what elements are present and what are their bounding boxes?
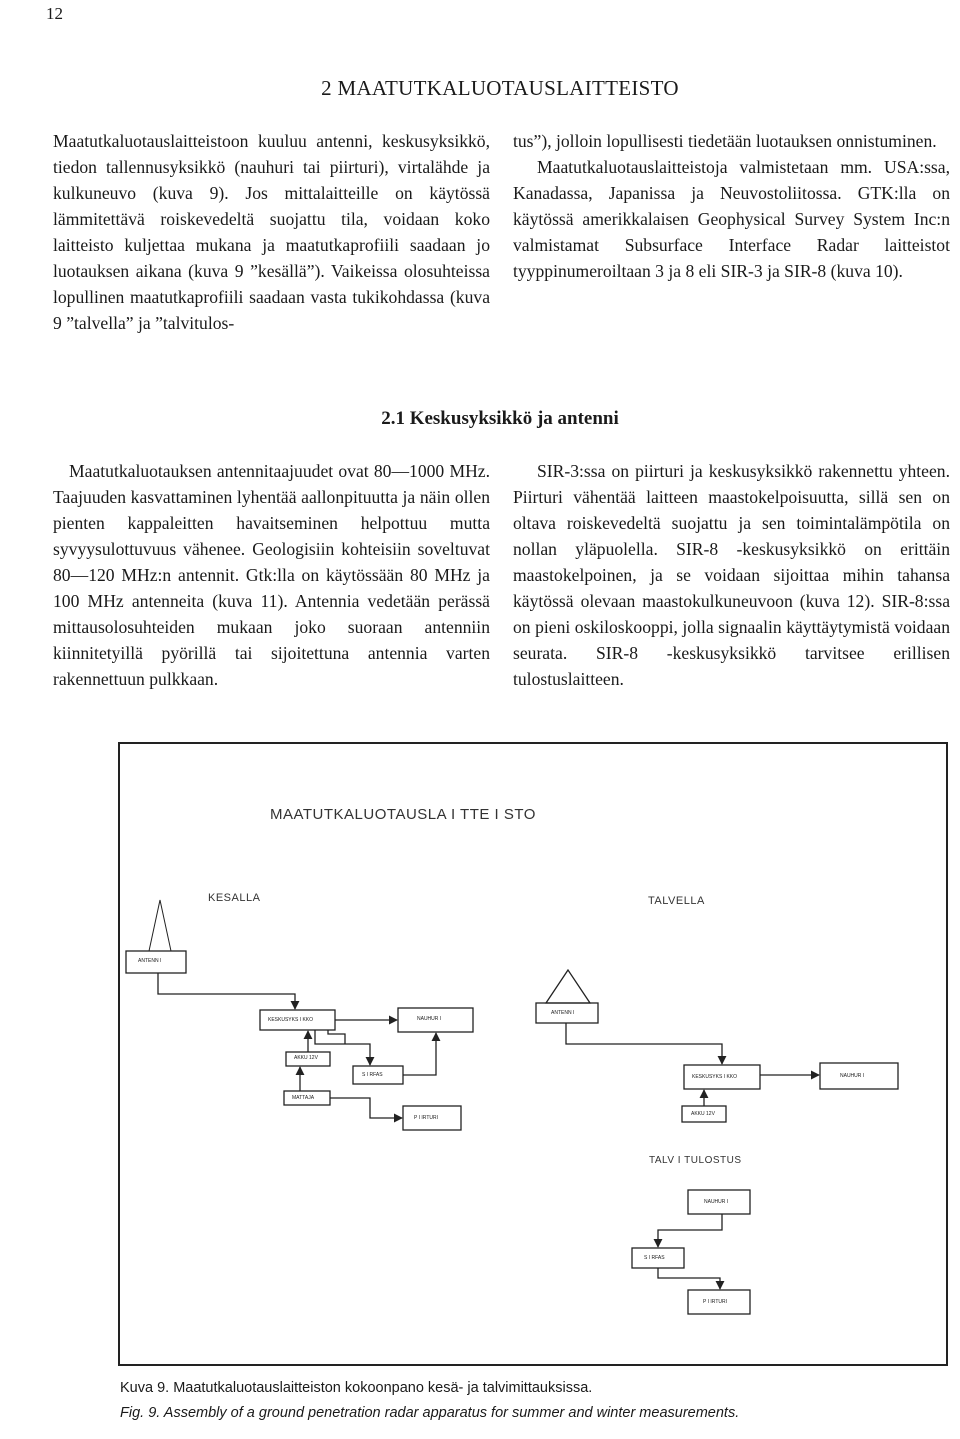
- output-recorder-label: NAUHUR I: [704, 1199, 729, 1205]
- section-right-column: [513, 458, 950, 692]
- figure-9-frame: [118, 742, 948, 1366]
- intro-left-column: [53, 128, 490, 336]
- output-sirfas-to-plotter: [658, 1268, 720, 1289]
- section-left-column: [53, 458, 490, 692]
- summer-central-unit-label: KESKUSYKS I KKO: [268, 1017, 314, 1023]
- chapter-title: [0, 76, 960, 101]
- page-number: 12: [46, 4, 63, 23]
- summer-label: KESALLA: [208, 892, 261, 904]
- intro-right-column: [513, 128, 950, 284]
- winter-antenna-label: ANTENN I: [551, 1010, 575, 1016]
- winter-output-label: TALV I TULOSTUS: [649, 1155, 742, 1166]
- section-title: [0, 408, 960, 430]
- output-plotter-label: P I IRTURI: [703, 1299, 727, 1305]
- summer-battery-label: AKKU 12V: [294, 1055, 318, 1061]
- intro-right-paragraph-2: Maatutkaluotauslaitteistoja valmistetaan mm. USA:ssa, Kanadassa, Japanissa ja Neuvostoliitossa. GTK:lla on käytössä amerikkalaisen Geophysical Survey System Inc:n valmistamat Subsurface Interface Radar laitteistot tyyppinumeroiltaan 3 ja 8 eli SIR-3 ja SIR-8 (kuva 10).: [513, 157, 950, 281]
- summer-sirfas-label: S I RFAS: [362, 1072, 383, 1078]
- chapter-title-text: 2 MAATUTKALUOTAUSLAITTEISTO: [321, 76, 679, 100]
- section-title-text: 2.1 Keskusyksikkö ja antenni: [381, 408, 619, 429]
- summer-recorder-label: NAUHUR I: [417, 1016, 442, 1022]
- winter-battery-label: AKKU 12V: [691, 1111, 715, 1117]
- intro-right-paragraph-1: tus”), jolloin lopullisesti tiedetään luotauksen onnistuminen.: [513, 131, 937, 151]
- figure-9-winter-output: [120, 744, 946, 1364]
- figure-caption-finnish: Kuva 9. Maatutkaluotauslaitteiston kokoonpano kesä- ja talvimittauksissa.: [120, 1380, 593, 1396]
- figure-caption-english: Fig. 9. Assembly of a ground penetration radar apparatus for summer and winter measurements.: [120, 1405, 740, 1421]
- winter-central-unit-label: KESKUSYKS I KKO: [692, 1074, 738, 1080]
- summer-plotter-label: P I IRTURI: [414, 1115, 438, 1121]
- winter-recorder-label: NAUHUR I: [840, 1073, 865, 1079]
- winter-label: TALVELLA: [648, 895, 705, 907]
- intro-left-paragraph: Maatutkaluotauslaitteistoon kuuluu antenni, keskusyksikkö, tiedon tallennusyksikkö (nauhuri tai piirturi), virtalähde ja kulkuneuvo (kuva 9). Jos mittalaitteille on käytössä lämmitettävä roiskevedeltä suojattu tila, voidaan koko laitteisto kuljettaa mukana ja maatutkaprofiili saadaan jo luotauksen aikana (kuva 9 ”kesällä”). Vaikeissa olosuhteissa lopullinen maatutkaprofiili saadaan vasta tukikohdassa (kuva 9 ”talvella” ja ”talvitulos-: [53, 131, 490, 333]
- section-right-paragraph: SIR-3:ssa on piirturi ja keskusyksikkö rakennettu yhteen. Piirturi vähentää laitteen maastokelpoisuutta, sillä sen on oltava roiskevedeltä suojattu ja sen toimintalämpötila on nollan yläpuolella. SIR-8 -keskusyksikkö on erittäin maastokelpoinen, ja se voidaan sijoittaa mihin tahansa käytössä olevaan maastokulkuneuvoon (kuva 12). SIR-8:ssa on pieni oskiloskooppi, jolla signaalin käyttäytymistä voidaan seurata. SIR-8 -keskusyksikkö tarvitsee erillisen tulostuslaitteen.: [513, 461, 950, 689]
- output-sirfas-label: S I RFAS: [644, 1255, 665, 1261]
- figure-title: MAATUTKALUOTAUSLA I TTE I STO: [270, 806, 536, 823]
- section-left-paragraph: Maatutkaluotauksen antennitaajuudet ovat 80—1000 MHz. Taajuuden kasvattaminen lyhentää aallonpituutta ja näin ollen pienten kappaleitten havaitseminen helpottuu mutta syvyysulottuvuus vähenee. Geologisiin kohteisiin soveltuvat 80—120 MHz:n antennit. Gtk:lla on käytössään 80 MHz ja 100 MHz antenneita (kuva 11). Antennia vedetään perässä mittausolosuhteiden mukaan joko suoraan antenniin kiinnitetyillä pyörillä tai sijoitettuna antennia varten rakennettuun pulkkaan.: [53, 461, 490, 689]
- output-recorder-to-sirfas: [658, 1214, 722, 1247]
- summer-sled-label: MATTAJA: [292, 1095, 315, 1101]
- summer-antenna-label: ANTENN I: [138, 958, 162, 964]
